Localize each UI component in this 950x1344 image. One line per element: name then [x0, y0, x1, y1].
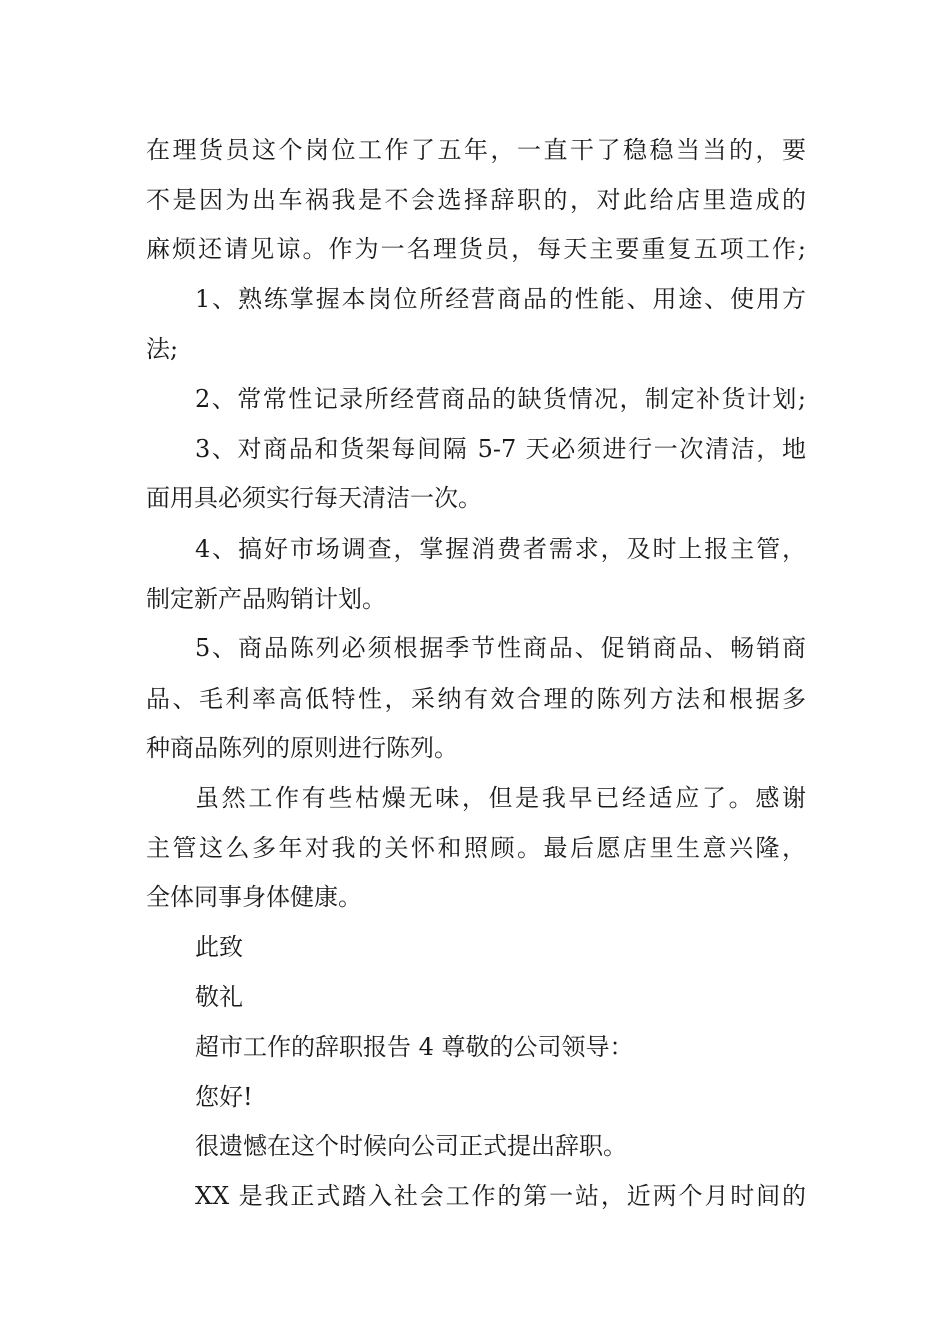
closing-line: 此致	[195, 933, 243, 961]
text-line: 种商品陈列的原则进行陈列。	[146, 734, 458, 762]
list-item-1: 1、熟练掌握本岗位所经营商品的性能、用途、使用方	[195, 285, 806, 313]
text-line: 面用具必须实行每天清洁一次。	[146, 484, 482, 512]
text-line: 麻烦还请见谅。作为一名理货员，每天主要重复五项工作;	[146, 235, 806, 263]
text-line: 主管这么多年对我的关怀和照顾。最后愿店里生意兴隆，	[146, 834, 806, 862]
list-item-4: 4、搞好市场调查，掌握消费者需求，及时上报主管，	[195, 535, 806, 563]
paragraph-line: 虽然工作有些枯燥无味，但是我早已经适应了。感谢	[195, 784, 806, 812]
text-line: XX 是我正式踏入社会工作的第一站，近两个月时间的	[195, 1182, 806, 1210]
list-item-5: 5、商品陈列必须根据季节性商品、促销商品、畅销商	[195, 634, 806, 662]
text-line: 全体同事身体健康。	[146, 883, 362, 911]
text-line: 法;	[146, 335, 179, 363]
heading-line: 超市工作的辞职报告 4 尊敬的公司领导：	[195, 1033, 634, 1061]
text-line: 不是因为出车祸我是不会选择辞职的，对此给店里造成的	[146, 186, 806, 214]
text-line: 品、毛利率高低特性，采纳有效合理的陈列方法和根据多	[146, 685, 806, 713]
list-item-3: 3、对商品和货架每间隔 5-7 天必须进行一次清洁，地	[195, 435, 806, 463]
text-line: 制定新产品购销计划。	[146, 585, 386, 613]
text-line: 很遗憾在这个时候向公司正式提出辞职。	[195, 1132, 627, 1160]
greeting-line: 您好!	[195, 1083, 253, 1111]
text-line: 在理货员这个岗位工作了五年，一直干了稳稳当当的，要	[146, 136, 806, 164]
list-item-2: 2、常常性记录所经营商品的缺货情况，制定补货计划;	[195, 385, 806, 413]
salutation-line: 敬礼	[195, 983, 243, 1011]
